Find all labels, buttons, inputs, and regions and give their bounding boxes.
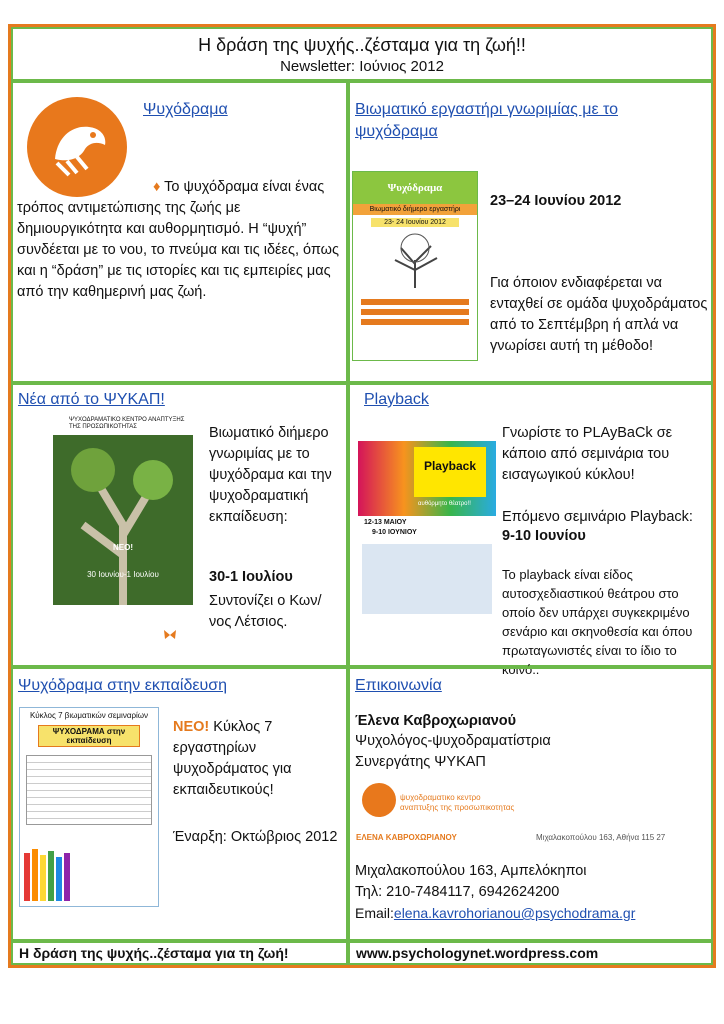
news-dates: 30-1 Ιουλίου [209, 569, 293, 585]
playback-heading-link[interactable]: Playback [364, 391, 429, 408]
news-heading-link[interactable]: Νέα από το ΨΥΚΑΠ! [18, 391, 165, 408]
workshop-poster-image [352, 171, 478, 361]
contact-phone: Τηλ: 210-7484117, 6942624200 [355, 884, 560, 900]
section-education [11, 667, 348, 941]
playback-poster-image [358, 441, 496, 651]
contact-email-line [355, 903, 635, 924]
news-poster-image [53, 415, 193, 645]
footer-slogan: Η δράση της ψυχής..ζέσταμα για τη ζωή! [11, 941, 348, 965]
contact-name: Έλενα Καβροχωριανού [355, 713, 517, 729]
colored-pencils-icon [20, 833, 160, 903]
education-poster-table [26, 755, 152, 825]
psykap-card-org: ψυχοδραματικο κεντρο αναπτυξης της προσωπικοτητας [400, 793, 515, 812]
psychodrama-heading-link[interactable]: Ψυχόδραμα [143, 101, 228, 118]
education-text: Κύκλος 7 εργαστηρίων ψυχοδράματος για εκπαιδευτικούς! [173, 719, 292, 798]
section-workshop [348, 81, 713, 383]
contact-partner: Συνεργάτης ΨΥΚΑΠ [355, 754, 486, 770]
news-coordinator: Συντονίζει ο Κων/νος Λέτσιος. [209, 593, 322, 630]
newsletter-title: Η δράση της ψυχής..ζέσταμα για τη ζωή!! [198, 35, 526, 55]
playback-poster-date2: 9-10 ΙΟΥΝΙΟΥ [372, 529, 417, 536]
education-start: Έναρξη: Οκτώβριος 2012 [173, 829, 338, 845]
contact-address: Μιχαλακοπούλου 163, Αμπελόκηποι [355, 863, 587, 879]
newsletter-page [8, 24, 716, 968]
playback-poster-info-box [362, 544, 492, 614]
poster-stripe [361, 319, 469, 325]
section-psychodrama [11, 81, 348, 383]
section-contact [348, 667, 713, 941]
playback-poster-title: Playback [414, 447, 486, 497]
psychodrama-description: τρόπος αντιμετώπισης της ζωής με δημιουργικότητα και αυθορμητισμό. Η “ψυχή” συνδέεται με το νου, το πνεύμα και τις ιδέες, όπως και η “δράση” με τις ιστορίες και τις εμπειρίες μας από την καθημερινή μας ζωή. [17, 200, 339, 300]
workshop-poster-band: Βιωματικό διήμερο εργαστήρι [353, 204, 477, 215]
contact-email-label: Email: [355, 905, 394, 921]
workshop-poster-dates: 23- 24 Ιουνίου 2012 [371, 218, 459, 227]
news-poster-new: ΝΕΟ! [113, 543, 133, 552]
poster-stripe [361, 309, 469, 315]
education-poster-image [19, 707, 159, 907]
card-name: ΕΛΕΝΑ ΚΑΒΡΟΧΩΡΙΑΝΟΥ [356, 833, 457, 842]
education-heading-link[interactable]: Ψυχόδραμα στην εκπαίδευση [18, 677, 228, 694]
playback-next-dates: 9-10 Ιουνίου [502, 528, 586, 544]
education-description [173, 717, 333, 801]
poster-stripe [361, 299, 469, 305]
playback-next-label: Επόμενο σεμινάριο Playback: [502, 509, 693, 525]
newsletter-subtitle: Newsletter: Ιούνιος 2012 [280, 58, 444, 75]
workshop-heading-link[interactable]: Βιωματικό εργαστήρι γνωριμίας με το ψυχόδραμα [355, 101, 619, 140]
psychodrama-intro-line [153, 177, 343, 198]
playback-poster-banner [358, 441, 496, 516]
section-playback [348, 383, 713, 677]
diamond-bullet-icon: ♦ [153, 179, 161, 195]
butterfly-icon [163, 629, 177, 641]
education-poster-box: ΨΥΧΟΔΡΑΜΑ στην εκπαίδευση [38, 725, 140, 747]
psychodrama-text-lead: Το ψυχόδραμα είναι ένας [160, 179, 325, 195]
playback-poster-date1: 12-13 ΜΑΙΟΥ [364, 519, 407, 526]
psykap-small-logo-image [362, 783, 396, 817]
tree-icon [353, 230, 477, 290]
playback-poster-sub: αυθόρμητο θέατρο!! [418, 501, 471, 507]
news-poster-org: ΨΥΧΟΔΡΑΜΑΤΙΚΟ ΚΕΝΤΡΟ ΑΝΑΠΤΥΞΗΣ ΤΗΣ ΠΡΟΣΩΠΙΚΟΤΗΤΑΣ [69, 417, 185, 430]
education-poster-title: Κύκλος 7 βιωματικών σεμιναρίων [29, 711, 149, 720]
playback-intro: Γνωρίστε το PLAyBaCk σε κάποιο από σεμινάρια του εισαγωγικού κύκλου! [502, 425, 673, 483]
contact-heading-link[interactable]: Επικοινωνία [355, 677, 442, 694]
card-details: Μιχαλακοπούλου 163, Αθήνα 115 27 [536, 833, 666, 842]
psykap-logo-image [27, 97, 127, 197]
education-new-label: ΝΕΟ! [173, 719, 210, 735]
workshop-dates: 23–24 Ιουνίου 2012 [490, 193, 622, 209]
contact-role: Ψυχολόγος-ψυχοδραματίστρια [355, 733, 551, 749]
news-poster-dates: 30 Ιουνίου-1 Ιουλίου [87, 570, 159, 579]
footer-website[interactable]: www.psychologynet.wordpress.com [348, 941, 713, 965]
section-news [11, 383, 348, 667]
workshop-description: Για όποιον ενδιαφέρεται να ενταχθεί σε ομάδα ψυχοδράματος από το Σεπτέμβρη ή απλά να γνωρίσει αυτή τη μέθοδο! [490, 275, 708, 354]
playback-description: Το playback είναι είδος αυτοσχεδιαστικού θεάτρου στο οποίο δεν υπάρχει συγκεκριμένο σενάριο και σκηνοθεσία και όπου πρωταγωνιστές είναι το ίδιο το κοινό.. [502, 567, 693, 677]
contact-email-link[interactable]: elena.kavrohorianou@psychodrama.gr [393, 905, 636, 921]
newsletter-header [11, 27, 713, 81]
tree-photo [53, 435, 193, 605]
workshop-poster-title: Ψυχόδραμα [353, 172, 477, 204]
news-description: Βιωματικό διήμερο γνωριμίας με το ψυχόδραμα και την ψυχοδραματική εκπαίδευση: [209, 425, 332, 525]
